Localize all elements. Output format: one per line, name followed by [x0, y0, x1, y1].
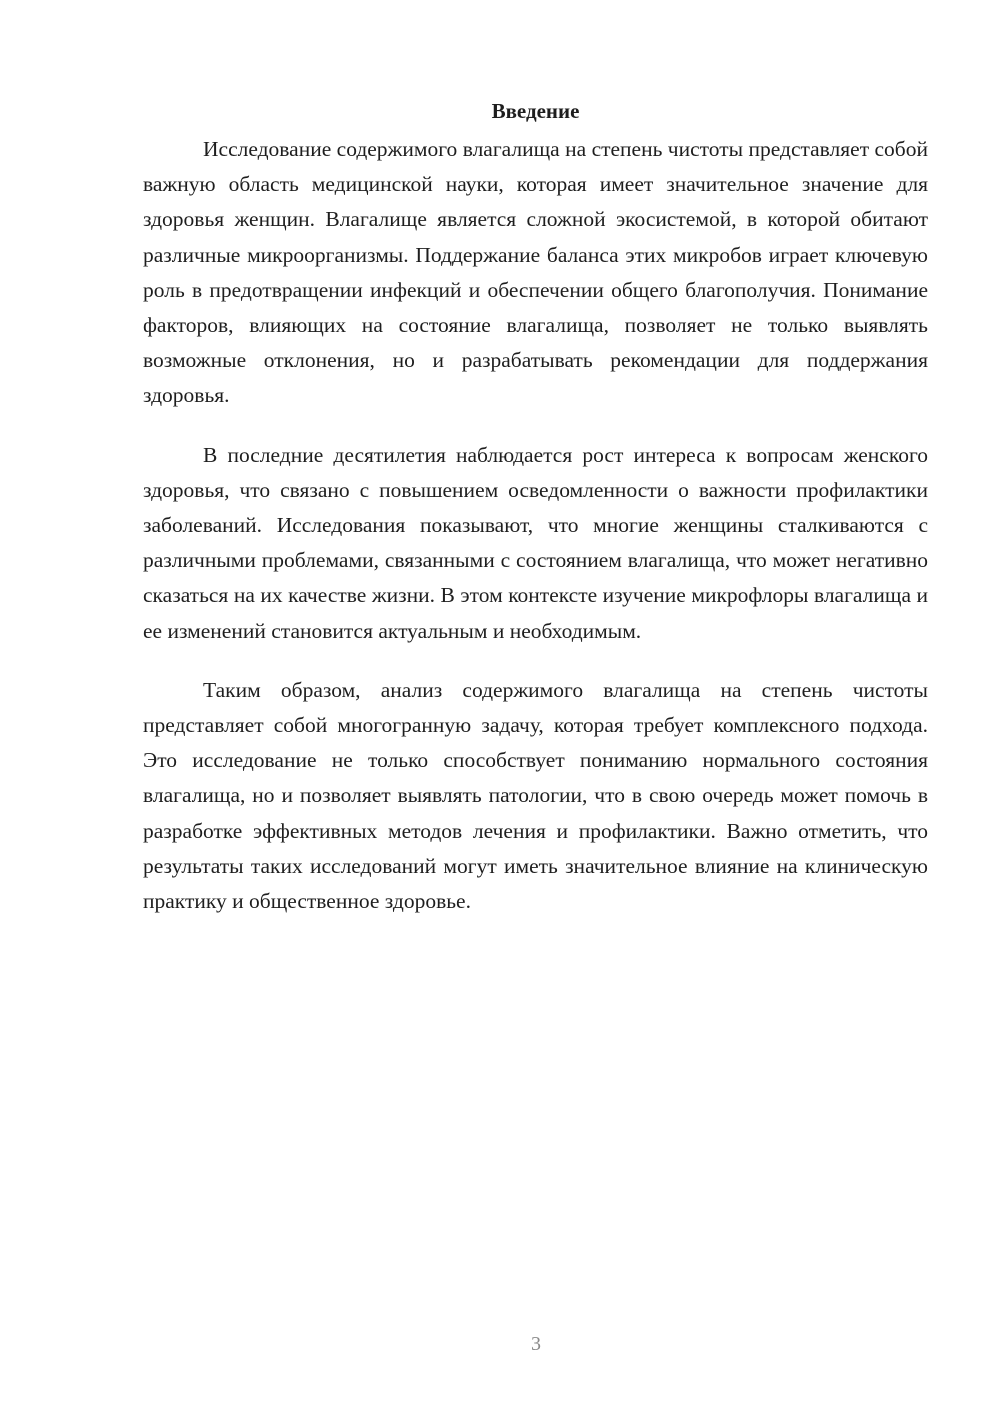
paragraph-3: Таким образом, анализ содержимого влагалища на степень чистоты представляет собой многогранную задачу, которая требует комплексного подхода. Это исследование не только способствует пониманию нормального состояния влагалища, но и позволяет выявлять патологии, что в свою очередь может помочь в разработке эффективных методов лечения и профилактики. Важно отметить, что результаты таких исследований могут иметь значительное влияние на клиническую практику и общественное здоровье.	[143, 677, 928, 914]
paragraph-1: Исследование содержимого влагалища на степень чистоты представляет собой важную область медицинской науки, которая имеет значительное значение для здоровья женщин. Влагалище является сложной экосистемой, в которой обитают различные микроорганизмы. Поддержание баланса этих микробов играет ключевую роль в предотвращении инфекций и обеспечении общего благополучия. Понимание факторов, влияющих на состояние влагалища, позволяет не только выявлять возможные отклонения, но и разрабатывать рекомендации для поддержания здоровья.	[143, 137, 928, 408]
page-number: 3	[531, 1333, 541, 1355]
section-heading: Введение	[491, 99, 580, 123]
page-content	[143, 96, 928, 943]
paragraph-2: В последние десятилетия наблюдается рост интереса к вопросам женского здоровья, что связано с повышением осведомленности о важности профилактики заболеваний. Исследования показывают, что многие женщины сталкиваются с различными проблемами, связанными с состоянием влагалища, что может негативно сказаться на их качестве жизни. В этом контексте изучение микрофлоры влагалища и ее изменений становится актуальным и необходимым.	[143, 442, 928, 643]
